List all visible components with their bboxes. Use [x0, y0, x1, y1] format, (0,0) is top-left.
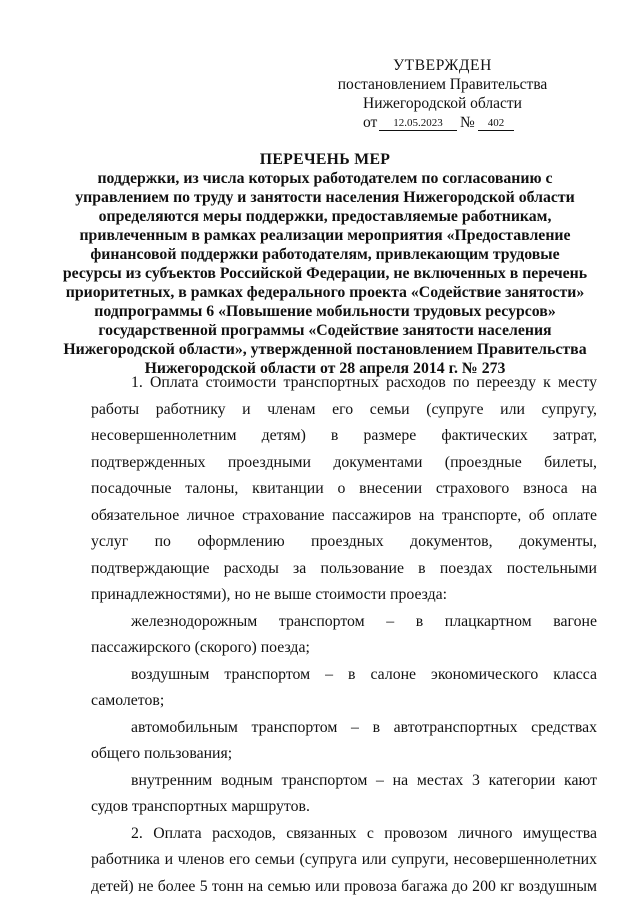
heading-subtitle-line: Нижегородской области», утвержденной постановлением Правительства: [63, 341, 587, 358]
document-body: [91, 370, 597, 900]
paragraph-2: 2. Оплата расходов, связанных с провозом личного имущества работника и членов его семьи (супруга или супруги, несовершеннолетних детей) не более 5 тонн на семью или провоза багажа до 200 кг воздушным: [91, 824, 597, 895]
approval-number-sign: №: [460, 114, 475, 131]
heading-subtitle-line: привлеченным в рамках реализации мероприятия «Предоставление: [79, 227, 571, 244]
approval-stamp: [335, 56, 550, 132]
approval-line-1: постановлением Правительства: [337, 76, 548, 93]
approval-title: УТВЕРЖДЕН: [393, 57, 492, 74]
paragraph-1: 1. Оплата стоимости транспортных расходов по переезду к месту работы работнику и членам его семьи (супруге или супругу, несовершеннолетним детям) в размере фактических затрат, подтвержденных проездными документами (проездные билеты, посадочные талоны, квитанции о внесении страхового взноса на обязательное личное страхование пассажиров на транспорте, об оплате услуг по оформлению проездных документов, документы, подтверждающие расходы за пользование в поездах постельными принадлежностями), но не выше стоимости проезда:: [91, 374, 597, 603]
heading-title: ПЕРЕЧЕНЬ МЕР: [259, 151, 391, 168]
document-heading: [60, 150, 590, 378]
paragraph-air: воздушным транспортом – в салоне экономического класса самолетов;: [91, 665, 597, 709]
heading-subtitle-line: государственной программы «Содействие занятости населения: [98, 322, 552, 339]
heading-subtitle-line: Нижегородской области от 28 апреля 2014 г. № 273: [144, 360, 506, 377]
heading-subtitle-line: управлением по труду и занятости населения Нижегородской области: [75, 189, 575, 206]
heading-subtitle-line: приоритетных, в рамках федерального проекта «Содействие занятости»: [65, 284, 585, 301]
approval-ot: от: [363, 114, 378, 131]
paragraph-water: внутренним водным транспортом – на местах 3 категории кают судов транспортных маршрутов.: [91, 771, 597, 815]
approval-date-line: [335, 113, 550, 132]
paragraph-auto: автомобильным транспортом – в автотранспортных средствах общего пользования;: [91, 718, 597, 762]
heading-subtitle-line: подпрограммы 6 «Повышение мобильности трудовых ресурсов»: [94, 303, 556, 320]
heading-subtitle-line: определяются меры поддержки, предоставляемые работникам,: [98, 208, 552, 225]
approval-date: 12.05.2023: [379, 116, 457, 131]
approval-number: 402: [478, 116, 514, 131]
heading-subtitle-line: поддержки, из числа которых работодателем по согласованию с: [97, 170, 553, 187]
paragraph-rail: железнодорожным транспортом – в плацкартном вагоне пассажирского (скорого) поезда;: [91, 612, 597, 656]
approval-line-2: Нижегородской области: [363, 95, 522, 112]
heading-subtitle-line: финансовой поддержки работодателям, привлекающим трудовые: [90, 246, 560, 263]
heading-subtitle-line: ресурсы из субъектов Российской Федерации, не включенных в перечень: [62, 265, 588, 282]
